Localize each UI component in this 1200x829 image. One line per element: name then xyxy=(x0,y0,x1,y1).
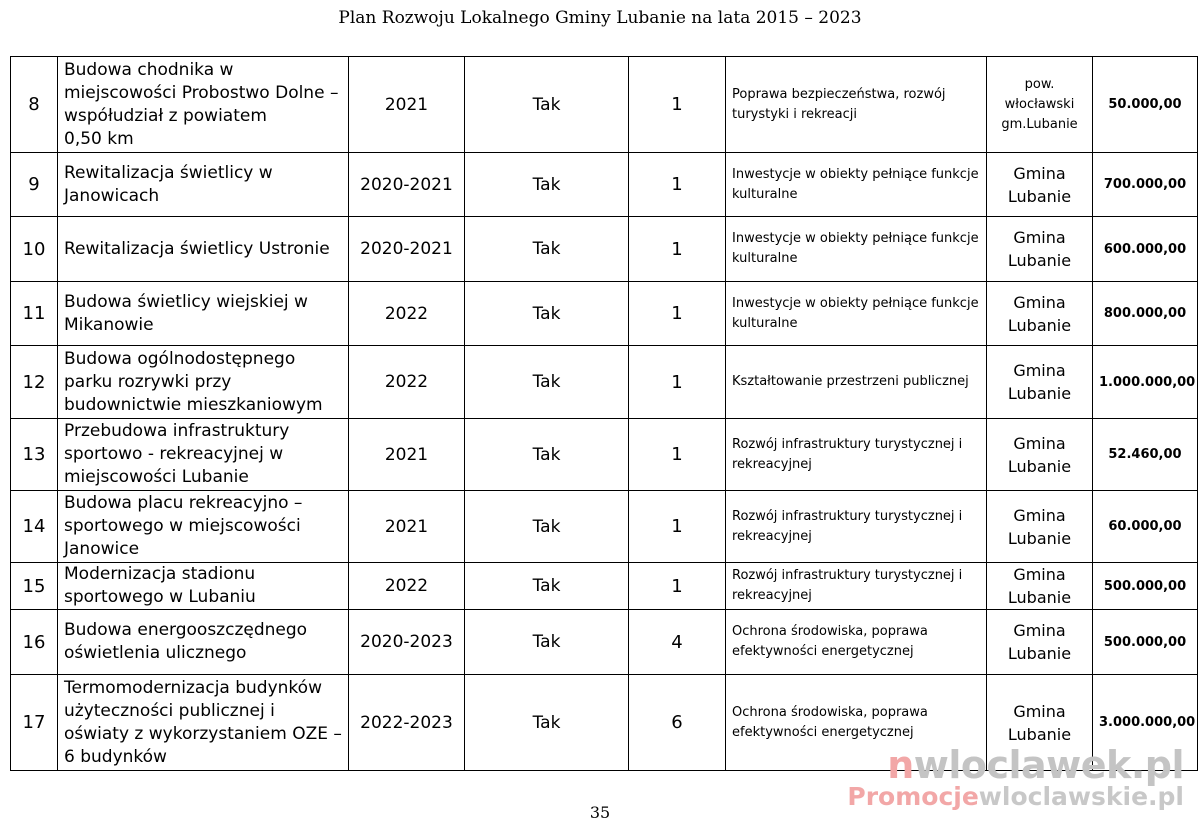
row-number: 14 xyxy=(11,491,58,563)
amount: 3.000.000,00 xyxy=(1093,675,1198,771)
table-row xyxy=(11,346,1198,419)
goal: Rozwój infrastruktury turystycznej i rekreacyjnej xyxy=(726,563,987,610)
watermark-promo: Promocjewloclawskie.pl xyxy=(847,782,1184,811)
table-row xyxy=(11,153,1198,217)
priority: 1 xyxy=(629,282,726,346)
goal: Ochrona środowiska, poprawa efektywności energetycznej xyxy=(726,675,987,771)
table-row xyxy=(11,57,1198,153)
year-range: 2022 xyxy=(349,346,465,419)
responsible-unit: Gmina Lubanie xyxy=(987,675,1093,771)
row-number: 11 xyxy=(11,282,58,346)
table-row xyxy=(11,282,1198,346)
goal: Ochrona środowiska, poprawa efektywności energetycznej xyxy=(726,610,987,675)
year-range: 2021 xyxy=(349,419,465,491)
responsible-unit: Gmina Lubanie xyxy=(987,346,1093,419)
row-number: 10 xyxy=(11,217,58,282)
goal: Inwestycje w obiekty pełniące funkcje kulturalne xyxy=(726,153,987,217)
page-number: 35 xyxy=(589,803,611,822)
task-name: Modernizacja stadionu sportowego w Lubaniu xyxy=(58,563,349,610)
amount: 60.000,00 xyxy=(1093,491,1198,563)
goal: Rozwój infrastruktury turystycznej i rekreacyjnej xyxy=(726,491,987,563)
task-name: Rewitalizacja świetlicy Ustronie xyxy=(58,217,349,282)
task-name: Rewitalizacja świetlicy w Janowicach xyxy=(58,153,349,217)
year-range: 2022-2023 xyxy=(349,675,465,771)
priority: 1 xyxy=(629,153,726,217)
table-row xyxy=(11,491,1198,563)
amount: 500.000,00 xyxy=(1093,563,1198,610)
amount: 1.000.000,00 xyxy=(1093,346,1198,419)
year-range: 2020-2021 xyxy=(349,217,465,282)
document-title: Plan Rozwoju Lokalnego Gminy Lubanie na lata 2015 – 2023 xyxy=(338,8,862,28)
goal: Kształtowanie przestrzeni publicznej xyxy=(726,346,987,419)
confirmation: Tak xyxy=(465,610,629,675)
table-row xyxy=(11,419,1198,491)
confirmation: Tak xyxy=(465,57,629,153)
responsible-unit: pow. włocławski gm.Lubanie xyxy=(987,57,1093,153)
responsible-unit: Gmina Lubanie xyxy=(987,217,1093,282)
task-name: Termomodernizacja budynków użyteczności publicznej i oświaty z wykorzystaniem OZE – 6 budynków xyxy=(58,675,349,771)
goal: Inwestycje w obiekty pełniące funkcje kulturalne xyxy=(726,282,987,346)
priority: 1 xyxy=(629,563,726,610)
row-number: 9 xyxy=(11,153,58,217)
investment-table xyxy=(10,56,1198,771)
priority: 1 xyxy=(629,346,726,419)
row-number: 15 xyxy=(11,563,58,610)
watermark-logo: nwloclawek.pl xyxy=(887,743,1184,787)
table-row xyxy=(11,217,1198,282)
confirmation: Tak xyxy=(465,563,629,610)
confirmation: Tak xyxy=(465,217,629,282)
amount: 500.000,00 xyxy=(1093,610,1198,675)
year-range: 2020-2021 xyxy=(349,153,465,217)
responsible-unit: Gmina Lubanie xyxy=(987,610,1093,675)
priority: 4 xyxy=(629,610,726,675)
amount: 52.460,00 xyxy=(1093,419,1198,491)
year-range: 2022 xyxy=(349,563,465,610)
table-row xyxy=(11,563,1198,610)
goal: Poprawa bezpieczeństwa, rozwój turystyki i rekreacji xyxy=(726,57,987,153)
row-number: 13 xyxy=(11,419,58,491)
amount: 800.000,00 xyxy=(1093,282,1198,346)
amount: 50.000,00 xyxy=(1093,57,1198,153)
confirmation: Tak xyxy=(465,282,629,346)
row-number: 17 xyxy=(11,675,58,771)
task-name: Budowa świetlicy wiejskiej w Mikanowie xyxy=(58,282,349,346)
task-name: Budowa chodnika w miejscowości Probostwo Dolne – współudział z powiatem 0,50 km xyxy=(58,57,349,153)
amount: 700.000,00 xyxy=(1093,153,1198,217)
row-number: 16 xyxy=(11,610,58,675)
year-range: 2022 xyxy=(349,282,465,346)
priority: 1 xyxy=(629,491,726,563)
row-number: 12 xyxy=(11,346,58,419)
confirmation: Tak xyxy=(465,346,629,419)
confirmation: Tak xyxy=(465,419,629,491)
confirmation: Tak xyxy=(465,153,629,217)
responsible-unit: Gmina Lubanie xyxy=(987,491,1093,563)
responsible-unit: Gmina Lubanie xyxy=(987,282,1093,346)
table-body xyxy=(11,57,1198,771)
amount: 600.000,00 xyxy=(1093,217,1198,282)
responsible-unit: Gmina Lubanie xyxy=(987,153,1093,217)
table-row xyxy=(11,610,1198,675)
task-name: Budowa energooszczędnego oświetlenia ulicznego xyxy=(58,610,349,675)
responsible-unit: Gmina Lubanie xyxy=(987,563,1093,610)
year-range: 2020-2023 xyxy=(349,610,465,675)
task-name: Budowa placu rekreacyjno – sportowego w miejscowości Janowice xyxy=(58,491,349,563)
year-range: 2021 xyxy=(349,491,465,563)
task-name: Budowa ogólnodostępnego parku rozrywki przy budownictwie mieszkaniowym xyxy=(58,346,349,419)
task-name: Przebudowa infrastruktury sportowo - rekreacyjnej w miejscowości Lubanie xyxy=(58,419,349,491)
priority: 1 xyxy=(629,57,726,153)
responsible-unit: Gmina Lubanie xyxy=(987,419,1093,491)
priority: 1 xyxy=(629,419,726,491)
goal: Inwestycje w obiekty pełniące funkcje kulturalne xyxy=(726,217,987,282)
year-range: 2021 xyxy=(349,57,465,153)
row-number: 8 xyxy=(11,57,58,153)
priority: 1 xyxy=(629,217,726,282)
confirmation: Tak xyxy=(465,491,629,563)
confirmation: Tak xyxy=(465,675,629,771)
priority: 6 xyxy=(629,675,726,771)
goal: Rozwój infrastruktury turystycznej i rekreacyjnej xyxy=(726,419,987,491)
